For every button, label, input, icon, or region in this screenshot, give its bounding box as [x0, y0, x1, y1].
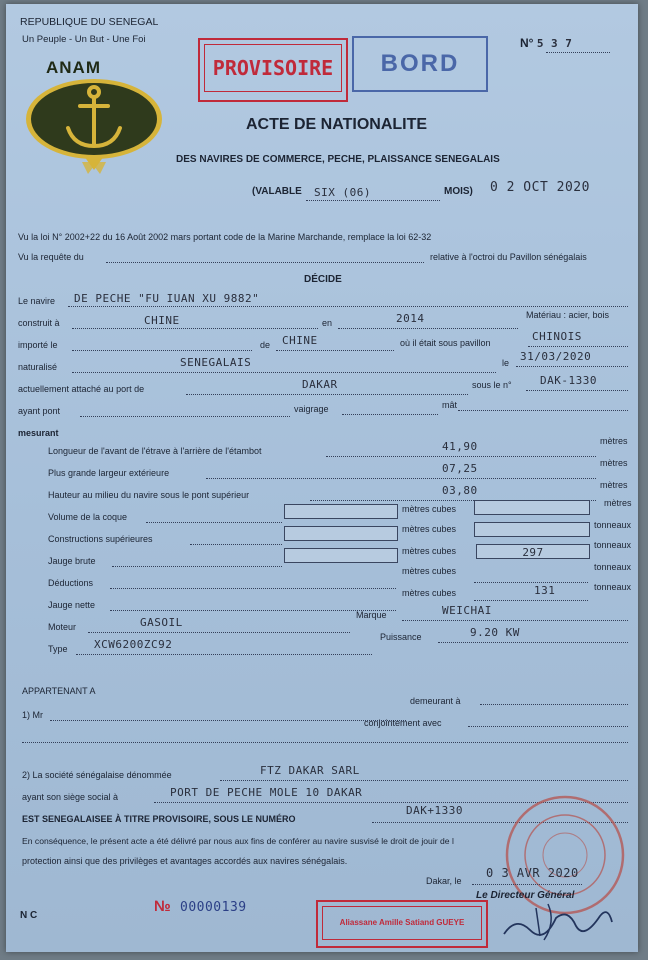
mr-label: 1) Mr: [22, 710, 43, 720]
volume-box: [474, 500, 590, 515]
en-label: en: [322, 318, 333, 328]
anam-label: ANAM: [46, 58, 101, 77]
provisoire-value: DAK+1330: [406, 804, 463, 817]
importe-label: importé le: [18, 340, 58, 350]
validity-suffix: MOIS): [444, 186, 473, 197]
pont-label: ayant pont: [18, 406, 61, 416]
construit-value: CHINE: [144, 314, 180, 327]
type-value: XCW6200ZC92: [94, 638, 173, 651]
footer-place: Dakar, le: [426, 876, 462, 886]
decide-heading: DÉCIDE: [304, 274, 342, 285]
nc-label: N C: [20, 910, 38, 921]
port-value: DAKAR: [302, 378, 338, 391]
volume-row-unit2: tonneaux: [594, 562, 632, 572]
motto: Un Peuple - Un But - Une Foi: [22, 34, 146, 45]
volume-row-label: Constructions supérieures: [48, 534, 153, 544]
volume-row-unit1: mètres cubes: [402, 546, 457, 556]
type-label: Type: [48, 644, 68, 654]
navire-value: DE PECHE "FU IUAN XU 9882": [74, 292, 260, 305]
name-stamp-text: Aliassane Amille Satiand GUEYE: [322, 906, 482, 940]
footer-signatory: Le Directeur Général: [476, 890, 575, 901]
marque-value: WEICHAI: [442, 604, 492, 617]
volume-box: [474, 522, 590, 537]
construit-label: construit à: [18, 318, 60, 328]
consequence-line-1: En conséquence, le présent acte a été délivré par nous aux fins de conférer au navire susvisé le droit de jouir de l: [22, 836, 454, 846]
volume-row-value: 131: [534, 584, 556, 597]
materiau-label: Matériau : acier, bois: [526, 310, 610, 320]
volume-row-label: Déductions: [48, 578, 94, 588]
consequence-line-2: protection ainsi que des privilèges et avantages accordés aux navires sénégalais.: [22, 856, 348, 866]
volume-row-unit2: mètres: [604, 498, 632, 508]
document-number: [520, 36, 572, 50]
serial-value: 00000139: [180, 900, 247, 915]
validity-prefix: (VALABLE: [252, 186, 302, 197]
request-suffix: relative à l'octroi du Pavillon sénégalais: [430, 252, 587, 262]
footer-date: 0 3 AVR 2020: [486, 866, 579, 880]
moteur-label: Moteur: [48, 622, 77, 632]
validity-value: SIX (06): [314, 186, 371, 199]
mesurant-heading: mesurant: [18, 428, 59, 438]
provisoire-label: EST SENEGALAISEE À TITRE PROVISOIRE, SOUS LE NUMÉRO: [22, 814, 296, 824]
document-subtitle: DES NAVIRES DE COMMERCE, PECHE, PLAISSANCE SENEGALAIS: [176, 154, 500, 165]
volume-box-m3: [284, 526, 398, 541]
measure-row-unit: mètres: [600, 458, 628, 468]
volume-row-unit1: mètres cubes: [402, 504, 457, 514]
volume-row-label: Jauge brute: [48, 556, 96, 566]
measure-row-value: 03,80: [442, 484, 478, 497]
law-line: Vu la loi N° 2002+22 du 16 Août 2002 mars portant code de la Marine Marchande, remplace la loi 62-32: [18, 232, 432, 242]
bord-stamp: BORD: [352, 36, 488, 92]
signature-icon: [496, 896, 616, 946]
conjointement-label: conjointement avec: [364, 718, 442, 728]
mat-label: mât: [442, 400, 458, 410]
pavillon-value: CHINOIS: [532, 330, 582, 343]
owner-heading: APPARTENANT A: [22, 686, 96, 696]
serial-label: №: [154, 898, 171, 915]
puissance-value: 9.20 KW: [470, 626, 520, 639]
volume-row-label: Volume de la coque: [48, 512, 128, 522]
measure-row-label: Longueur de l'avant de l'étrave à l'arrière de l'étambot: [48, 446, 262, 456]
naturalise-label: naturalisé: [18, 362, 58, 372]
volume-box: [476, 544, 590, 559]
puissance-label: Puissance: [380, 632, 422, 642]
measure-row-value: 07,25: [442, 462, 478, 475]
volume-row-unit2: tonneaux: [594, 540, 632, 550]
siege-label: ayant son siège social à: [22, 792, 119, 802]
validity-date: 0 2 OCT 2020: [490, 180, 590, 195]
demeurant-label: demeurant à: [410, 696, 461, 706]
naturalise-value: SENEGALAIS: [180, 356, 252, 369]
volume-row-value: 297: [522, 546, 544, 559]
volume-row-unit1: mètres cubes: [402, 566, 457, 576]
anam-logo-icon: [24, 78, 164, 160]
measure-row-value: 41,90: [442, 440, 478, 453]
sous-label: sous le n°: [472, 380, 512, 390]
number-value: 5 3 7: [536, 37, 573, 50]
volume-row-label: Jauge nette: [48, 600, 96, 610]
sous-value: DAK-1330: [540, 374, 597, 387]
moteur-value: GASOIL: [140, 616, 183, 629]
volume-box-m3: [284, 504, 398, 519]
le-value: 31/03/2020: [520, 350, 592, 363]
measure-row-unit: mètres: [600, 436, 628, 446]
volume-row-unit1: mètres cubes: [402, 524, 457, 534]
le-label: le: [502, 358, 510, 368]
port-label: actuellement attaché au port de: [18, 384, 145, 394]
marque-label: Marque: [356, 610, 387, 620]
de-label: de: [260, 340, 271, 350]
siege-value: PORT DE PECHE MOLE 10 DAKAR: [170, 786, 363, 799]
pavillon-label: où il était sous pavillon: [400, 338, 491, 348]
provisoire-stamp-text: PROVISOIRE: [204, 44, 342, 92]
volume-box-m3: [284, 548, 398, 563]
vaigrage-label: vaigrage: [294, 404, 329, 414]
navire-label: Le navire: [18, 296, 56, 306]
document-title: ACTE DE NATIONALITE: [246, 116, 428, 133]
volume-row-unit2: tonneaux: [594, 582, 632, 592]
request-prefix: Vu la requête du: [18, 252, 84, 262]
measure-row-unit: mètres: [600, 480, 628, 490]
republic-label: REPUBLIQUE DU SENEGAL: [20, 16, 159, 28]
measure-row-label: Hauteur au milieu du navire sous le pont supérieur: [48, 490, 250, 500]
societe-label: 2) La société sénégalaise dénommée: [22, 770, 172, 780]
societe-value: FTZ DAKAR SARL: [260, 764, 360, 777]
document-page: [6, 4, 638, 952]
number-label: N°: [520, 36, 534, 50]
provisoire-stamp: [198, 38, 348, 102]
measure-row-label: Plus grande largeur extérieure: [48, 468, 170, 478]
year-value: 2014: [396, 312, 425, 325]
volume-row-unit2: tonneaux: [594, 520, 632, 530]
name-stamp: [316, 900, 488, 948]
volume-row-unit1: mètres cubes: [402, 588, 457, 598]
de-value: CHINE: [282, 334, 318, 347]
